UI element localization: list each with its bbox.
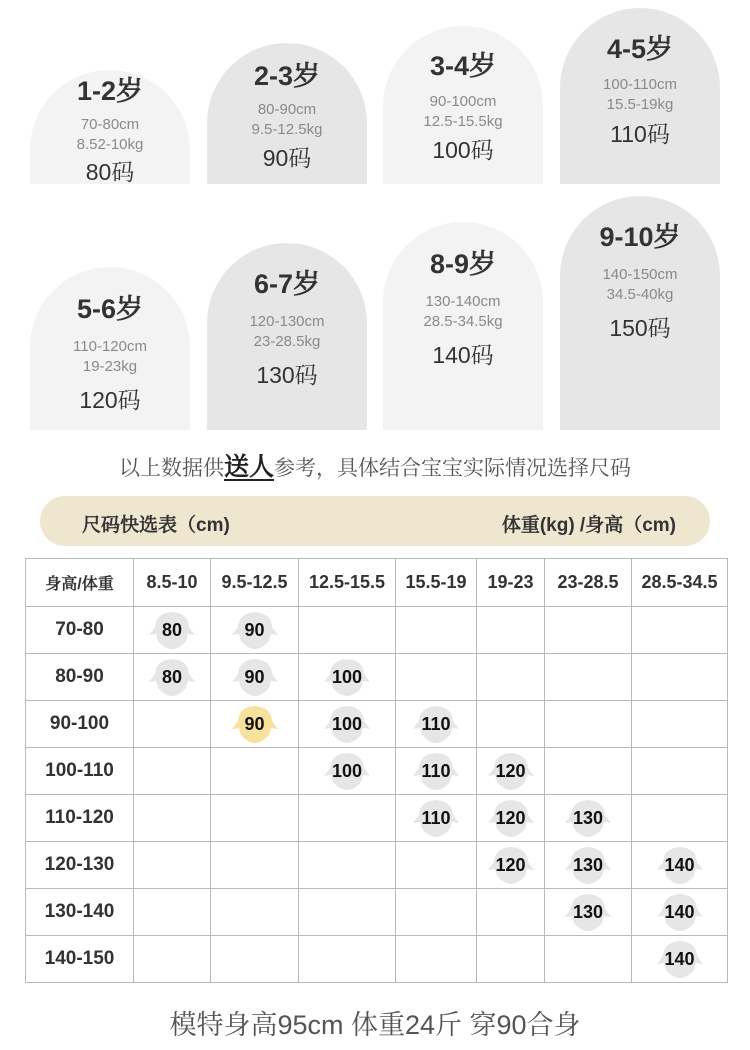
- size-cell: [299, 936, 396, 983]
- size-number: 90: [244, 620, 265, 640]
- size-number: 120: [495, 761, 526, 781]
- table-row: [26, 654, 728, 701]
- age-label: 2-3岁: [253, 61, 321, 91]
- size-badge: [565, 845, 611, 885]
- note-highlight: 送人: [223, 453, 274, 481]
- size-cell: [211, 889, 299, 936]
- size-badge: [324, 751, 370, 791]
- size-cell: [134, 795, 211, 842]
- height-row-header: 100-110: [26, 748, 134, 795]
- size-number: 130: [572, 855, 604, 875]
- size-cell: [211, 936, 299, 983]
- table-row: [26, 936, 728, 983]
- size-cell: [545, 701, 632, 748]
- size-number: 140: [664, 949, 695, 969]
- size-number: 110: [421, 714, 451, 734]
- size-number: 80: [161, 667, 183, 687]
- table-header-row: [26, 559, 728, 607]
- size-table-banner: [40, 496, 710, 546]
- size-cell: [545, 795, 632, 842]
- size-cell: [211, 795, 299, 842]
- height-row-header: 140-150: [26, 936, 134, 983]
- model-info: 模特身高95cm 体重24斤 穿90合身: [169, 1010, 581, 1040]
- size-cell: [632, 748, 728, 795]
- height-range: 100-110cm: [603, 76, 677, 93]
- table-body: [26, 607, 728, 983]
- table-row: [26, 748, 728, 795]
- age-card-9-10: [560, 196, 720, 430]
- age-card-3-4: [383, 26, 543, 184]
- weight-column-header: 19-23: [477, 559, 545, 607]
- size-cell: [477, 654, 545, 701]
- age-label: 9-10岁: [599, 222, 681, 252]
- size-cell: [396, 842, 477, 889]
- size-cell: [545, 748, 632, 795]
- size-cell: [396, 654, 477, 701]
- age-label: 4-5岁: [606, 34, 674, 64]
- size-cell: [477, 842, 545, 889]
- size-number: 90: [244, 667, 265, 687]
- size-code: 110码: [610, 121, 670, 147]
- size-badge: [324, 704, 370, 744]
- size-cell: [632, 889, 728, 936]
- weight-range: 19-23kg: [82, 358, 138, 375]
- age-label: 6-7岁: [253, 269, 321, 299]
- height-row-header: 110-120: [26, 795, 134, 842]
- size-cell: [545, 889, 632, 936]
- size-number: 100: [331, 714, 363, 734]
- size-cell: [477, 936, 545, 983]
- size-badge: [149, 657, 195, 697]
- weight-range: 15.5-19kg: [606, 96, 674, 113]
- reference-note: [0, 447, 750, 483]
- size-cell: [396, 607, 477, 654]
- height-range: 110-120cm: [73, 338, 147, 355]
- size-cell: [632, 701, 728, 748]
- table-row: [26, 795, 728, 842]
- size-code: 140码: [432, 342, 494, 368]
- size-cell: [632, 936, 728, 983]
- height-row-header: 90-100: [26, 701, 134, 748]
- table-row: [26, 607, 728, 654]
- age-card-8-9: [383, 222, 543, 430]
- size-code: 90码: [262, 145, 312, 171]
- height-range: 70-80cm: [80, 116, 140, 133]
- size-badge-highlighted: [232, 704, 278, 744]
- height-range: 140-150cm: [602, 266, 678, 283]
- age-card-6-7: [207, 243, 367, 430]
- weight-column-header: 9.5-12.5: [211, 559, 299, 607]
- size-cell: [134, 842, 211, 889]
- size-number: 90: [244, 714, 265, 734]
- size-cell: [134, 654, 211, 701]
- size-badge: [488, 751, 534, 791]
- size-cell: [134, 701, 211, 748]
- size-cell: [632, 842, 728, 889]
- size-badge: [232, 610, 278, 650]
- size-cell: [632, 654, 728, 701]
- weight-column-header: 23-28.5: [545, 559, 632, 607]
- height-row-header: 120-130: [26, 842, 134, 889]
- size-badge: [657, 939, 703, 979]
- table-row: [26, 842, 728, 889]
- size-cell: [134, 748, 211, 795]
- weight-column-header: 8.5-10: [134, 559, 211, 607]
- size-code: 150码: [609, 315, 671, 341]
- size-cell: [477, 795, 545, 842]
- size-cell: [299, 654, 396, 701]
- banner-axis-legend: 体重(kg) /身高（cm): [501, 515, 676, 536]
- age-card-5-6: [30, 267, 190, 430]
- weight-column-header: 12.5-15.5: [299, 559, 396, 607]
- height-range: 130-140cm: [425, 293, 501, 310]
- size-cell: [477, 701, 545, 748]
- height-row-header: 70-80: [26, 607, 134, 654]
- size-number: 80: [161, 620, 183, 640]
- age-label: 5-6岁: [76, 294, 144, 324]
- size-cell: [211, 654, 299, 701]
- size-number: 100: [331, 667, 363, 687]
- size-cell: [545, 654, 632, 701]
- height-row-header: 130-140: [26, 889, 134, 936]
- size-code: 80码: [85, 159, 135, 185]
- size-cell: [299, 795, 396, 842]
- size-cell: [299, 607, 396, 654]
- weight-column-header: 28.5-34.5: [632, 559, 728, 607]
- height-range: 120-130cm: [249, 313, 325, 330]
- age-card-1-2: [30, 70, 190, 184]
- size-badge: [413, 704, 459, 744]
- size-cell: [299, 701, 396, 748]
- size-cell: [134, 607, 211, 654]
- height-range: 90-100cm: [429, 93, 497, 110]
- size-number: 140: [664, 855, 695, 875]
- size-number: 110: [421, 808, 451, 828]
- size-cell: [396, 795, 477, 842]
- table-row: [26, 701, 728, 748]
- size-cell: [134, 889, 211, 936]
- size-table: [25, 558, 728, 983]
- size-number: 140: [664, 902, 695, 922]
- age-label: 8-9岁: [429, 249, 497, 279]
- size-badge: [149, 610, 195, 650]
- weight-range: 12.5-15.5kg: [423, 113, 503, 130]
- size-badge: [657, 845, 703, 885]
- size-code: 120码: [79, 387, 141, 413]
- size-cell: [211, 842, 299, 889]
- size-badge: [232, 657, 278, 697]
- size-cell: [396, 936, 477, 983]
- size-cell: [632, 607, 728, 654]
- size-cell: [632, 795, 728, 842]
- size-number: 120: [495, 808, 526, 828]
- weight-range: 9.5-12.5kg: [251, 121, 323, 138]
- size-number: 130: [572, 808, 604, 828]
- size-badge: [413, 751, 459, 791]
- size-badge: [488, 845, 534, 885]
- note-prefix: 以上数据供: [118, 457, 224, 480]
- weight-range: 23-28.5kg: [253, 333, 321, 350]
- size-cell: [211, 607, 299, 654]
- size-badge: [565, 798, 611, 838]
- height-row-header: 80-90: [26, 654, 134, 701]
- size-cell: [134, 936, 211, 983]
- size-number: 130: [572, 902, 604, 922]
- size-number: 100: [331, 761, 363, 781]
- size-cell: [211, 748, 299, 795]
- size-badge: [413, 798, 459, 838]
- size-badge: [565, 892, 611, 932]
- size-cell: [396, 748, 477, 795]
- size-cell: [477, 889, 545, 936]
- size-cell: [545, 607, 632, 654]
- size-cell: [299, 889, 396, 936]
- size-badge: [488, 798, 534, 838]
- size-cell: [545, 936, 632, 983]
- size-number: 110: [421, 761, 451, 781]
- weight-range: 34.5-40kg: [606, 286, 674, 303]
- weight-column-header: 15.5-19: [396, 559, 477, 607]
- age-card-2-3: [207, 43, 367, 184]
- size-cell: [477, 607, 545, 654]
- table-row: [26, 889, 728, 936]
- table-corner-header: 身高/体重: [26, 559, 134, 607]
- size-number: 120: [495, 855, 526, 875]
- size-cell: [396, 889, 477, 936]
- size-cell: [477, 748, 545, 795]
- height-range: 80-90cm: [257, 101, 317, 118]
- size-badge: [657, 892, 703, 932]
- banner-title: 尺码快选表（cm): [82, 515, 230, 536]
- age-label: 3-4岁: [429, 51, 497, 81]
- size-cell: [396, 701, 477, 748]
- size-cell: [299, 842, 396, 889]
- age-card-4-5: [560, 8, 720, 184]
- note-suffix: 参考，具体结合宝宝实际情况选择尺码: [274, 457, 631, 480]
- age-label: 1-2岁: [76, 76, 144, 106]
- weight-range: 8.52-10kg: [76, 136, 144, 153]
- size-badge: [324, 657, 370, 697]
- size-code: 100码: [432, 137, 494, 163]
- size-cell: [211, 701, 299, 748]
- weight-range: 28.5-34.5kg: [423, 313, 503, 330]
- size-code: 130码: [256, 362, 318, 388]
- size-cell: [299, 748, 396, 795]
- size-cell: [545, 842, 632, 889]
